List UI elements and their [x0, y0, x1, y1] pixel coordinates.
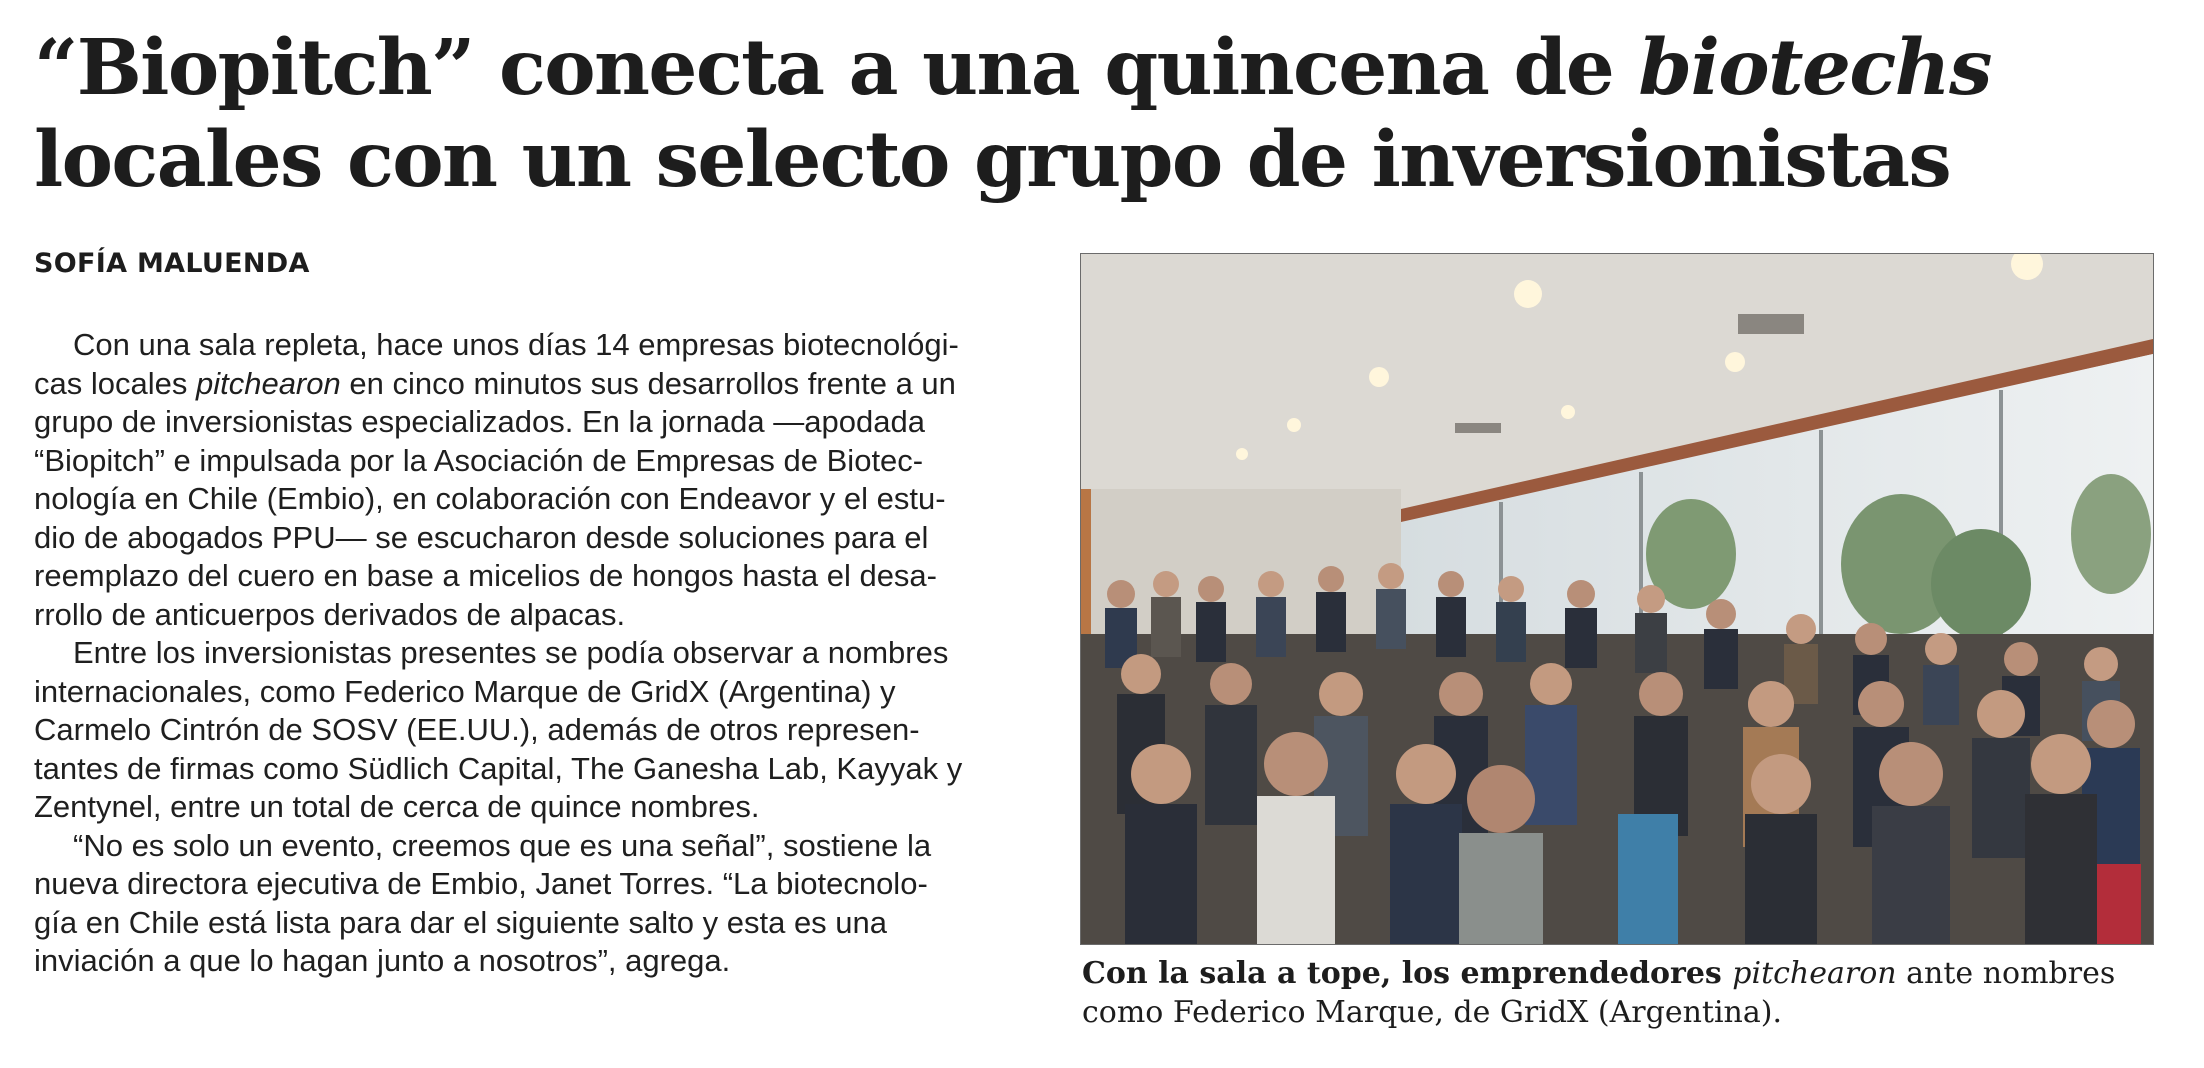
body-line: Con una sala repleta, hace unos días 14 empresas biotecnológi-: [73, 327, 959, 362]
body-line: tantes de firmas como Südlich Capital, The Ganesha Lab, Kayyak y: [34, 750, 963, 786]
body-line: nología en Chile (Embio), en colaboración con Endeavor y el estu-: [34, 481, 946, 516]
event-photo: [1080, 253, 2154, 945]
article-headline: [34, 22, 2034, 206]
headline-italic-word: biotechs: [1638, 23, 1991, 113]
caption-line-2: como Federico Marque, de GridX (Argentina).: [1082, 995, 1783, 1030]
body-line: “Biopitch” e impulsada por la Asociación de Empresas de Biotec-: [34, 442, 924, 478]
body-line: rrollo de anticuerpos derivados de alpacas.: [34, 596, 626, 632]
body-line: dio de abogados PPU— se escucharon desde soluciones para el: [34, 519, 929, 555]
body-line: “No es solo un evento, creemos que es una señal”, sostiene la: [73, 827, 932, 863]
photo-caption: [1082, 954, 2182, 1032]
caption-bold-text: Con la sala a tope, los emprendedores: [1082, 956, 1733, 991]
body-line: gía en Chile está lista para dar el siguiente salto y esta es una: [34, 904, 888, 940]
body-text: en cinco minutos sus desarrollos frente a un: [340, 365, 956, 401]
caption-text: ante nombres: [1896, 956, 2116, 991]
body-line: grupo de inversionistas especializados. En la jornada —apodada: [34, 404, 925, 439]
caption-line-1: [1082, 954, 2182, 993]
body-italic-word: pitchearon: [195, 365, 341, 401]
body-line: [34, 365, 1034, 404]
body-line: Entre los inversionistas presentes se podía observar a nombres: [73, 635, 949, 670]
headline-line-2: locales con un selecto grupo de inversionistas: [34, 115, 1951, 205]
caption-italic-word: pitchearon: [1732, 956, 1897, 991]
body-line: Zentynel, entre un total de cerca de quince nombres.: [34, 789, 760, 824]
body-text: cas locales: [34, 365, 196, 401]
audience-photo-illustration: [1081, 254, 2153, 944]
body-line: reemplazo del cuero en base a micelios de hongos hasta el desa-: [34, 558, 937, 593]
headline-line-1: [34, 22, 2034, 114]
body-line: nueva directora ejecutiva de Embio, Janet Torres. “La biotecnolo-: [34, 866, 928, 901]
headline-text: “Biopitch” conecta a una quincena de: [34, 23, 1639, 113]
article-body: [34, 326, 1034, 981]
byline: SOFÍA MALUENDA: [34, 248, 310, 279]
body-line: inviación a que lo hagan junto a nosotros”, agrega.: [34, 943, 731, 978]
body-line: Carmelo Cintrón de SOSV (EE.UU.), además de otros represen-: [34, 712, 920, 747]
body-line: internacionales, como Federico Marque de GridX (Argentina) y: [34, 673, 896, 709]
